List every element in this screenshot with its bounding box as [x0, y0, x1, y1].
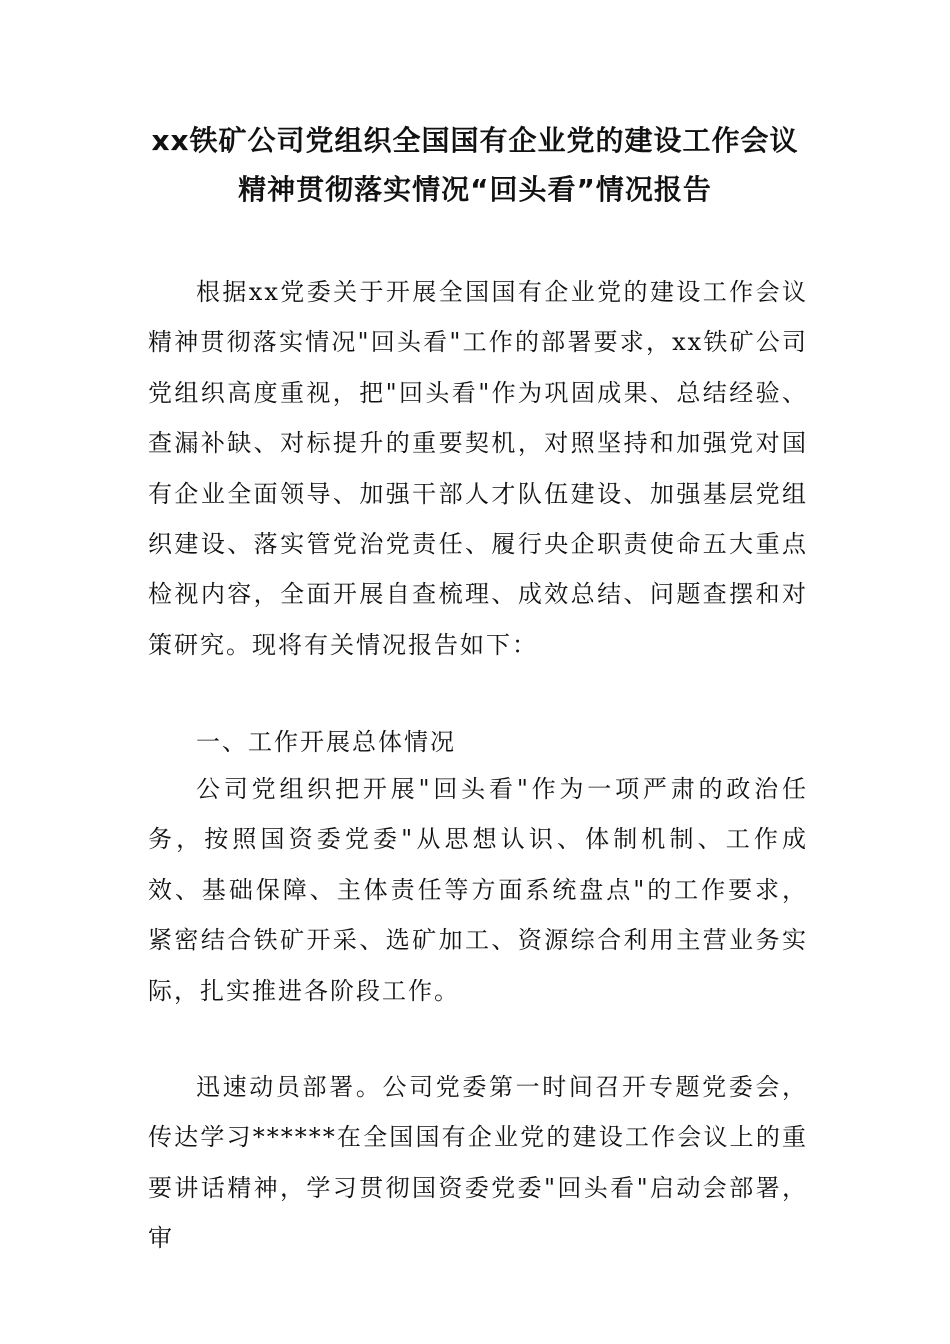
section-1-body: 公司党组织把开展"回头看"作为一项严肃的政治任务，按照国资委党委"从思想认识、体制机制、工作成效、基础保障、主体责任等方面系统盘点"的工作要求，紧密结合铁矿开采、选矿加工、资源综合利用主营业务实际，扎实推进各阶段工作。 [148, 775, 808, 1005]
intro-paragraph: 根据xx党委关于开展全国国有企业党的建设工作会议精神贯彻落实情况"回头看"工作的部署要求，xx铁矿公司党组织高度重视，把"回头看"作为巩固成果、总结经验、查漏补缺、对标提升的重要契机，对照坚持和加强党对国有企业全面领导、加强干部人才队伍建设、加强基层党组织建设、落实管党治党责任、履行央企职责使命五大重点检视内容，全面开展自查梳理、成效总结、问题查摆和对策研究。现将有关情况报告如下： [148, 278, 808, 659]
mobilization-paragraph: 迅速动员部署。公司党委第一时间召开专题党委会，传达学习******在全国国有企业党的建设工作会议上的重要讲话精神，学习贯彻国资委党委"回头看"启动会部署，审 [148, 1073, 808, 1253]
document-title-line-1: xx铁矿公司党组织全国国有企业党的建设工作会议 [151, 124, 799, 157]
document-title-line-2: 精神贯彻落实情况“回头看”情况报告 [238, 173, 712, 206]
section-1-heading: 一、工作开展总体情况 [196, 728, 456, 756]
